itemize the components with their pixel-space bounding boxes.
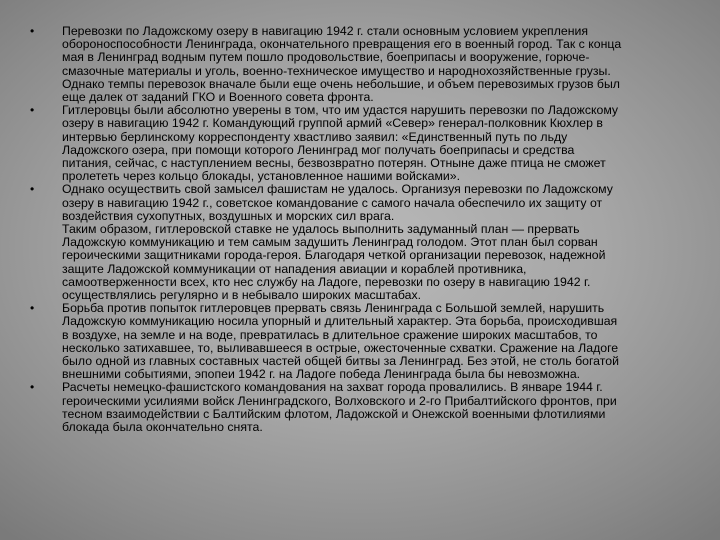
paragraph-line: Однако осуществить свой замысел фашистам не удалось. Организуя перевозки по Ладожскому: [62, 182, 613, 197]
paragraph-line: защите Ладожской коммуникации от нападения авиации и кораблей противника,: [62, 261, 527, 276]
bullet-icon: •: [30, 103, 35, 118]
paragraph-line: Расчеты немецко-фашистского командования на захват города провалились. В январе 1944 г.: [62, 380, 603, 395]
paragraph-line: Ладожскую коммуникацию и тем самым задушить Ленинград голодом. Этот план был сорван: [62, 235, 598, 250]
paragraph-line: было одной из главных составных частей общей битвы за Ленинград. Без этой, не столь богатой: [62, 354, 619, 369]
bullet-icon: •: [30, 182, 35, 197]
paragraph-line: интервью берлинскому корреспонденту хвастливо заявил: «Единственный путь по льду: [62, 129, 568, 144]
paragraph-line: Борьба против попыток гитлеровцев прервать связь Ленинграда с Большой землей, нарушить: [62, 301, 605, 316]
paragraph-line: озеру в навигацию 1942 г., советское командование с самого начала обеспечило их защиту от: [62, 195, 603, 210]
paragraph-line: Гитлеровцы были абсолютно уверены в том, что им удастся нарушить перевозки по Ладожскому: [62, 103, 619, 118]
bullet-item: [0, 381, 720, 434]
paragraph-line: блокада была окончательно снята.: [62, 420, 263, 435]
paragraph-line: смазочные материалы и уголь, военно-техническое имущество и народнохозяйственные грузы.: [62, 63, 611, 78]
bullet-icon: •: [30, 24, 35, 38]
paragraph-line: героическими усилиями войск Ленинградского, Волховского и 2-го Прибалтийского фронтов, при: [62, 393, 617, 408]
paragraph-line: героическими защитниками города-героя. Благодаря четкой организации перевозок, надежной: [62, 248, 606, 263]
bullet-list: [0, 25, 720, 434]
bullet-item: [0, 302, 720, 381]
paragraph-line: озеру в навигацию 1942 г. Командующий группой армий «Север» генерал-полковник Кюхлер в: [62, 116, 603, 131]
bullet-icon: •: [30, 301, 35, 316]
paragraph-line: в воздухе, на земле и на воде, превратилась в длительное сражение широких масштабов, то: [62, 327, 598, 342]
bullet-icon: •: [30, 380, 35, 395]
paragraph-line: тесном взаимодействии с Балтийским флотом, Ладожской и Онежской военными флотилиями: [62, 406, 606, 421]
paragraph-line: несколько затихавшее, то, выливавшееся в острые, ожесточенные схватки. Сражение на Ладоге: [62, 340, 619, 355]
paragraph-line: внешними событиями, эпопеи 1942 г. на Ладоге победа Ленинграда была бы невозможна.: [62, 367, 581, 382]
paragraph-line: воздействия сухопутных, воздушных и морских сил врага.: [62, 208, 395, 223]
paragraph-line: пролететь через кольцо блокады, установленное нашими войсками».: [62, 169, 461, 184]
paragraph-line: Ладожского озера, при помощи которого Ленинград мог получать боеприпасы и средства: [62, 142, 575, 157]
paragraph-line: осуществлялись регулярно и в небывало широких масштабах.: [62, 288, 422, 303]
paragraph-line: обороноспособности Ленинграда, окончательного превращения его в военный город. Так с конца: [62, 37, 622, 52]
bullet-item: [0, 183, 720, 302]
bullet-item: [0, 25, 720, 104]
paragraph-line: еще далек от заданий ГКО и Военного совета фронта.: [62, 90, 374, 105]
paragraph-line: питания, сейчас, с наступлением весны, безвозвратно потерян. Отныне даже птица не сможет: [62, 156, 606, 171]
bullet-item: [0, 104, 720, 183]
paragraph-line: самоотверженности всех, кто нес службу на Ладоге, перевозки по озеру в навигацию 1942 г.: [62, 274, 591, 289]
paragraph-line: Однако темпы перевозок вначале были еще очень небольшие, и объем перевозимых грузов был: [62, 76, 620, 91]
paragraph-line: Таким образом, гитлеровской ставке не удалось выполнить задуманный план — прервать: [62, 222, 580, 237]
paragraph-line: мая в Ленинград водным путем пошло продовольствие, боеприпасы и вооружение, горюче-: [62, 50, 590, 65]
paragraph-line: Перевозки по Ладожскому озеру в навигацию 1942 г. стали основным условием укрепления: [62, 24, 589, 38]
paragraph-line: Ладожскую коммуникацию носила упорный и длительный характер. Эта борьба, происходившая: [62, 314, 618, 329]
